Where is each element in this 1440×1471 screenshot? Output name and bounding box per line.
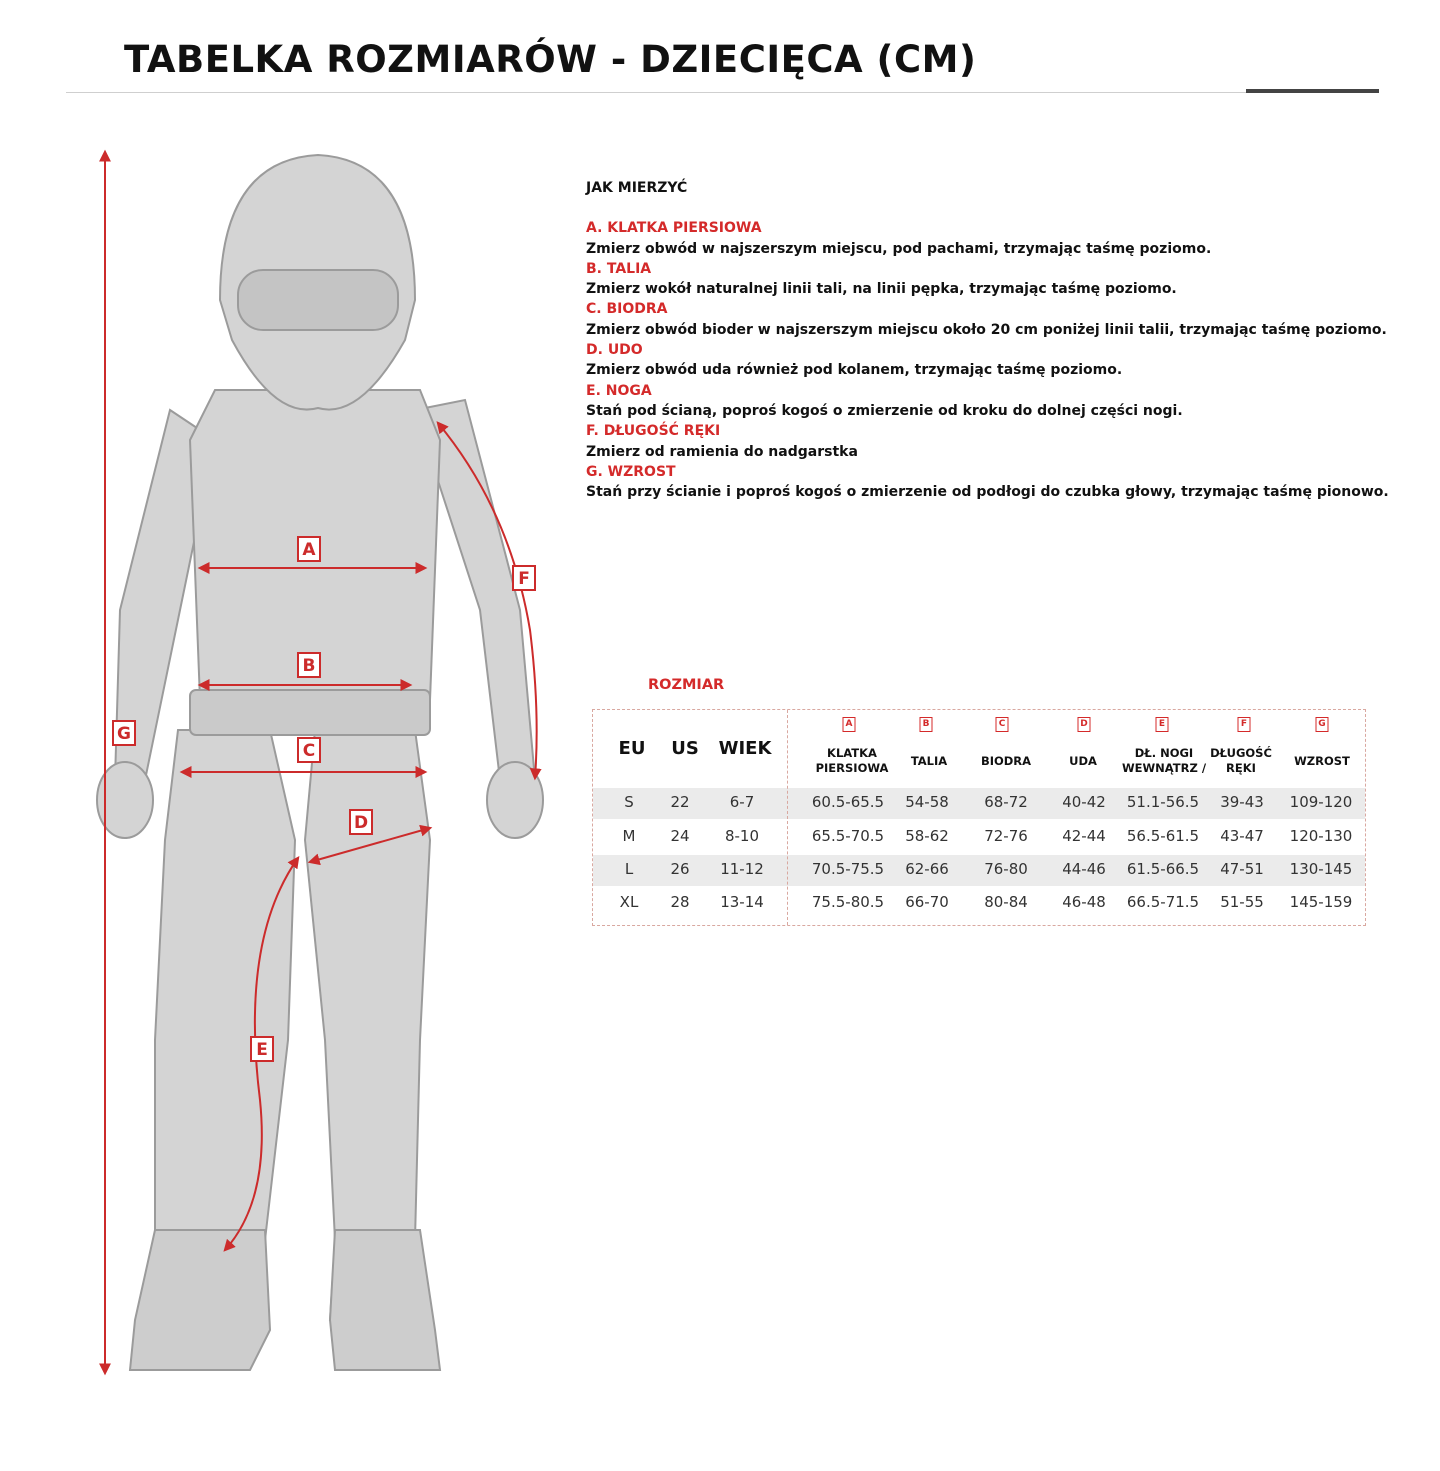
header-biodra: BIODRA	[980, 754, 1032, 768]
instruction-desc-a: Zmierz obwód w najszerszym miejscu, pod pachami, trzymając taśmę poziomo.	[586, 240, 1212, 257]
marker-d-label: D	[353, 813, 369, 833]
table-cell: 22	[670, 793, 690, 811]
header-us: US	[671, 738, 699, 759]
table-cell: 11-12	[720, 860, 764, 878]
table-cell: 58-62	[905, 827, 949, 845]
header-letter-g: G	[1316, 717, 1329, 732]
table-cell: 130-145	[1289, 860, 1353, 878]
table-cell: 13-14	[720, 893, 764, 911]
table-cell: 68-72	[984, 793, 1028, 811]
table-cell: 120-130	[1289, 827, 1353, 845]
table-cell: 56.5-61.5	[1126, 827, 1200, 845]
table-cell: 47-51	[1220, 860, 1264, 878]
table-divider	[787, 710, 788, 925]
table-cell: 43-47	[1220, 827, 1264, 845]
header-letter-f: F	[1238, 717, 1251, 732]
body-measurement-figure	[60, 140, 580, 1390]
marker-b-label: B	[302, 656, 316, 676]
table-cell: 76-80	[984, 860, 1028, 878]
header-dl-nogi-line1: DŁ. NOGI	[1134, 746, 1194, 760]
header-letter-b: B	[920, 717, 933, 732]
instruction-label-f: F. DŁUGOŚĆ RĘKI	[586, 423, 721, 440]
title-divider	[66, 92, 1379, 93]
instruction-label-d: D. UDO	[586, 342, 643, 359]
table-cell: 65.5-70.5	[811, 827, 885, 845]
header-letter-a: A	[843, 717, 856, 732]
header-dlugosc-reki-line2: RĘKI	[1226, 761, 1256, 775]
header-wzrost: WZROST	[1294, 754, 1350, 768]
instructions-heading: JAK MIERZYĆ	[586, 180, 688, 196]
table-cell: S	[624, 793, 634, 811]
marker-f-label: F	[518, 569, 530, 589]
table-cell: 72-76	[984, 827, 1028, 845]
instruction-desc-g: Stań przy ścianie i poproś kogoś o zmierzenie od podłogi do czubka głowy, trzymając taśmę pionowo.	[586, 484, 1389, 501]
table-cell: 44-46	[1062, 860, 1106, 878]
header-dlugosc-reki	[1210, 746, 1272, 776]
header-letter-d: D	[1078, 717, 1091, 732]
instruction-desc-b: Zmierz wokół naturalnej linii tali, na linii pępka, trzymając taśmę poziomo.	[586, 281, 1177, 298]
instruction-label-g: G. WZROST	[586, 463, 676, 480]
header-letter-e: E	[1156, 717, 1169, 732]
table-cell: 54-58	[905, 793, 949, 811]
header-dl-nogi	[1122, 746, 1206, 776]
table-cell: 145-159	[1289, 893, 1353, 911]
measurement-instructions	[586, 178, 1406, 502]
instruction-label-c: C. BIODRA	[586, 301, 668, 318]
instruction-desc-e: Stań pod ścianą, poproś kogoś o zmierzenie od kroku do dolnej części nogi.	[586, 402, 1183, 419]
instruction-label-a: A. KLATKA PIERSIOWA	[586, 220, 762, 237]
table-cell: 62-66	[905, 860, 949, 878]
table-cell: M	[622, 827, 636, 845]
marker-a-label: A	[302, 540, 316, 560]
instruction-desc-c: Zmierz obwód bioder w najszerszym miejscu około 20 cm poniżej linii talii, trzymając taśmę poziomo.	[586, 321, 1387, 338]
header-dl-nogi-line2: WEWNĄTRZ /	[1121, 761, 1207, 775]
table-cell: 6-7	[729, 793, 755, 811]
table-cell: 109-120	[1289, 793, 1353, 811]
header-letter-c: C	[996, 717, 1009, 732]
table-cell: 28	[670, 893, 690, 911]
header-klatka-line2: PIERSIOWA	[815, 761, 889, 775]
header-eu: EU	[618, 738, 646, 759]
table-cell: 60.5-65.5	[811, 793, 885, 811]
marker-c-label: C	[302, 741, 316, 761]
table-cell: 66.5-71.5	[1126, 893, 1200, 911]
page-title: TABELKA ROZMIARÓW - DZIECIĘCA (CM)	[124, 38, 977, 81]
table-cell: 24	[670, 827, 690, 845]
table-cell: 80-84	[984, 893, 1028, 911]
table-cell: 42-44	[1062, 827, 1106, 845]
header-dlugosc-reki-line1: DŁUGOŚĆ	[1210, 746, 1272, 760]
instruction-desc-f: Zmierz od ramienia do nadgarstka	[586, 443, 858, 460]
table-cell: 66-70	[905, 893, 949, 911]
title-divider-accent	[1246, 89, 1379, 93]
header-talia: TALIA	[910, 754, 948, 768]
table-cell: 40-42	[1062, 793, 1106, 811]
table-cell: L	[624, 860, 634, 878]
table-cell: 51.1-56.5	[1126, 793, 1200, 811]
table-cell: 61.5-66.5	[1126, 860, 1200, 878]
table-cell: XL	[619, 893, 639, 911]
instruction-label-b: B. TALIA	[586, 260, 652, 277]
table-cell: 70.5-75.5	[811, 860, 885, 878]
header-klatka-line1: KLATKA	[827, 746, 877, 760]
header-wiek: WIEK	[718, 738, 772, 759]
instruction-label-e: E. NOGA	[586, 382, 652, 399]
instruction-desc-d: Zmierz obwód uda również pod kolanem, trzymając taśmę poziomo.	[586, 362, 1123, 379]
table-cell: 26	[670, 860, 690, 878]
table-cell: 46-48	[1062, 893, 1106, 911]
table-cell: 51-55	[1220, 893, 1264, 911]
header-uda: UDA	[1069, 754, 1097, 768]
table-cell: 75.5-80.5	[811, 893, 885, 911]
header-klatka	[816, 746, 889, 776]
table-cell: 8-10	[724, 827, 760, 845]
size-table	[592, 709, 1366, 926]
table-cell: 39-43	[1220, 793, 1264, 811]
size-table-label: ROZMIAR	[648, 677, 725, 693]
marker-g-label: G	[117, 724, 131, 744]
marker-e-label: E	[256, 1040, 268, 1060]
